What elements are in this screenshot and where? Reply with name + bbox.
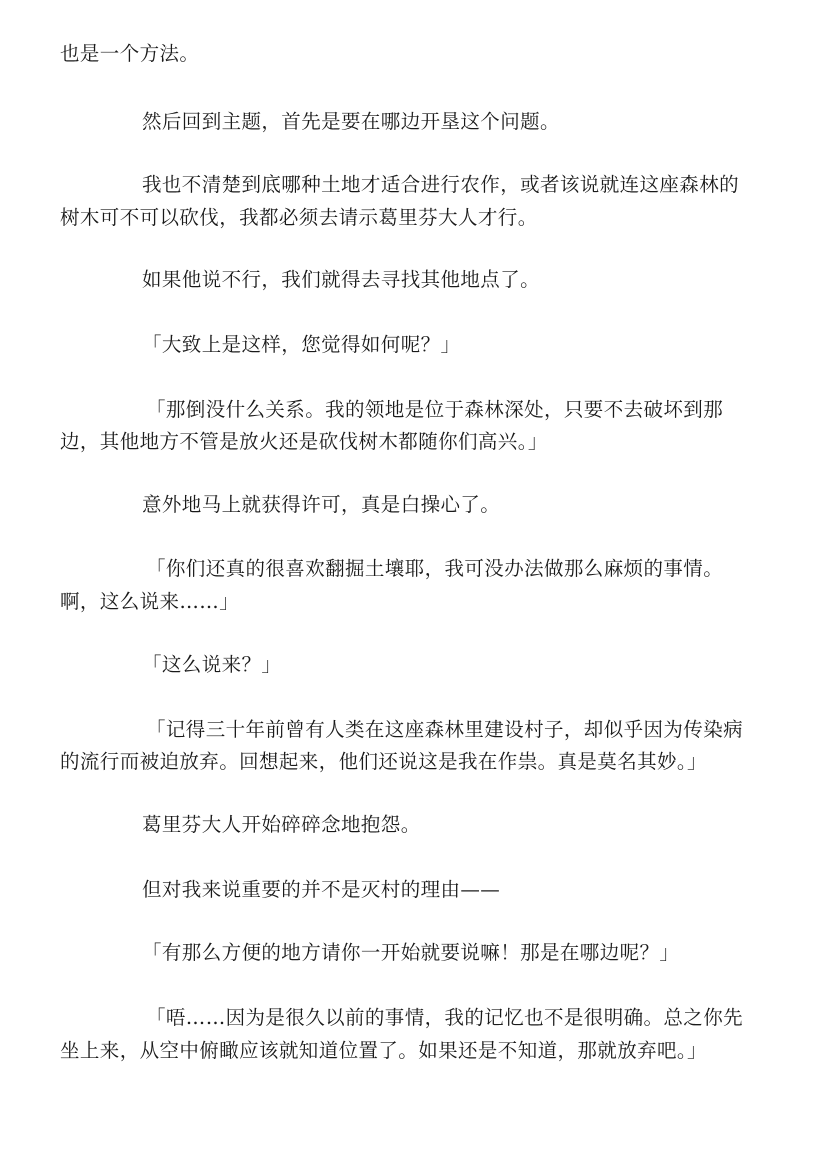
- dialogue-line: 「你们还真的很喜欢翻掘土壤耶，我可没办法做那么麻烦的事情。: [146, 557, 724, 580]
- paragraph-line: 也是一个方法。: [60, 42, 200, 65]
- paragraph-line: 如果他说不行，我们就得去寻找其他地点了。: [142, 268, 541, 291]
- paragraph-line: 树木可不可以砍伐，我都必须去请示葛里芬大人才行。: [60, 206, 538, 229]
- dialogue-line: 边，其他地方不管是放火还是砍伐树木都随你们高兴。」: [60, 430, 548, 453]
- dialogue-line: 「这么说来？」: [142, 653, 282, 676]
- paragraph-line: 葛里芬大人开始碎碎念地抱怨。: [142, 813, 421, 836]
- dialogue-line: 「大致上是这样，您觉得如何呢？」: [142, 333, 461, 356]
- dialogue-line: 「有那么方便的地方请你一开始就要说嘛！那是在哪边呢？」: [142, 941, 680, 964]
- dialogue-line: 「唔……因为是很久以前的事情，我的记忆也不是很明确。总之你先: [146, 1006, 744, 1029]
- paragraph-line: 意外地马上就获得许可，真是白操心了。: [142, 493, 501, 516]
- document-page: [60, 0, 780, 1171]
- dialogue-line: 啊，这么说来……」: [60, 590, 240, 613]
- dialogue-line: 坐上来，从空中俯瞰应该就知道位置了。如果还是不知道，那就放弃吧。」: [60, 1039, 707, 1062]
- paragraph-line: 我也不清楚到底哪种土地才适合进行农作，或者该说就连这座森林的: [142, 173, 740, 196]
- paragraph-line: 但对我来说重要的并不是灭村的理由——: [142, 878, 501, 901]
- paragraph-line: 然后回到主题，首先是要在哪边开垦这个问题。: [142, 110, 560, 133]
- dialogue-line: 「那倒没什么关系。我的领地是位于森林深处，只要不去破坏到那: [146, 398, 724, 421]
- dialogue-line: 「记得三十年前曾有人类在这座森林里建设村子，却似乎因为传染病: [146, 718, 744, 741]
- dialogue-line: 的流行而被迫放弃。回想起来，他们还说这是我在作祟。真是莫名其妙。」: [60, 750, 707, 773]
